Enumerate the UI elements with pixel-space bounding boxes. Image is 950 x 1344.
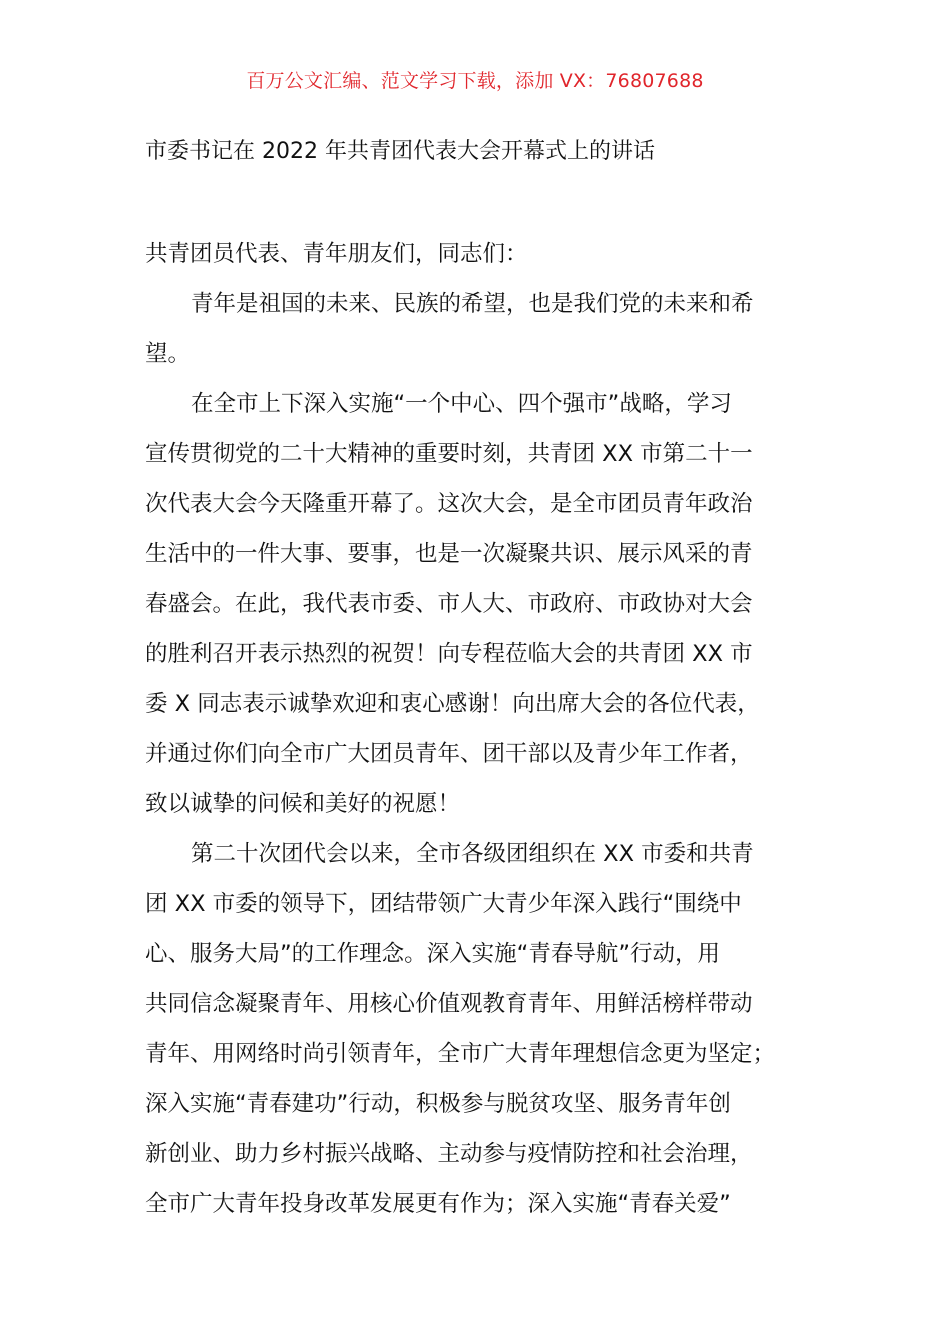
document-body: [145, 229, 835, 1229]
paragraph-line: 团 XX 市委的领导下，团结带领广大青少年深入践行“围绕中: [145, 891, 742, 917]
promo-banner: 百万公文汇编、范文学习下载，添加 VX：76807688: [246, 70, 704, 92]
paragraph-line: 新创业、助力乡村振兴战略、主动参与疫情防控和社会治理，: [145, 1141, 753, 1167]
paragraph-line: 望。: [145, 341, 191, 367]
paragraph-line: 第二十次团代会以来，全市各级团组织在 XX 市委和共青: [191, 841, 754, 867]
paragraph-line: 并通过你们向全市广大团员青年、团干部以及青少年工作者，: [145, 741, 753, 767]
paragraph-line: 共同信念凝聚青年、用核心价值观教育青年、用鲜活榜样带动: [145, 991, 753, 1017]
paragraph-line: 深入实施“青春建功”行动，积极参与脱贫攻坚、服务青年创: [145, 1091, 731, 1117]
paragraph-line: 心、服务大局”的工作理念。深入实施“青春导航”行动，用: [145, 941, 720, 967]
paragraph-line: 青年、用网络时尚引领青年，全市广大青年理想信念更为坚定；: [145, 1041, 776, 1067]
paragraph-line: 在全市上下深入实施“一个中心、四个强市”战略，学习: [191, 391, 732, 417]
paragraph-line: 生活中的一件大事、要事，也是一次凝聚共识、展示风采的青: [145, 541, 753, 567]
paragraph-line: 次代表大会今天隆重开幕了。这次大会，是全市团员青年政治: [145, 491, 753, 517]
paragraph-line: 的胜利召开表示热烈的祝贺！向专程莅临大会的共青团 XX 市: [145, 641, 753, 667]
salutation: 共青团员代表、青年朋友们，同志们：: [145, 241, 528, 267]
document-title: 市委书记在 2022 年共青团代表大会开幕式上的讲话: [145, 139, 655, 164]
paragraph-line: 宣传贯彻党的二十大精神的重要时刻，共青团 XX 市第二十一: [145, 441, 753, 467]
paragraph-line: 全市广大青年投身改革发展更有作为；深入实施“青春关爱”: [145, 1191, 731, 1217]
paragraph-line: 致以诚挚的问候和美好的祝愿！: [145, 791, 461, 817]
paragraph-line: 委 X 同志表示诚挚欢迎和衷心感谢！向出席大会的各位代表，: [145, 691, 760, 717]
paragraph-line: 春盛会。在此，我代表市委、市人大、市政府、市政协对大会: [145, 591, 753, 617]
paragraph-line: 青年是祖国的未来、民族的希望，也是我们党的未来和希: [191, 291, 754, 317]
